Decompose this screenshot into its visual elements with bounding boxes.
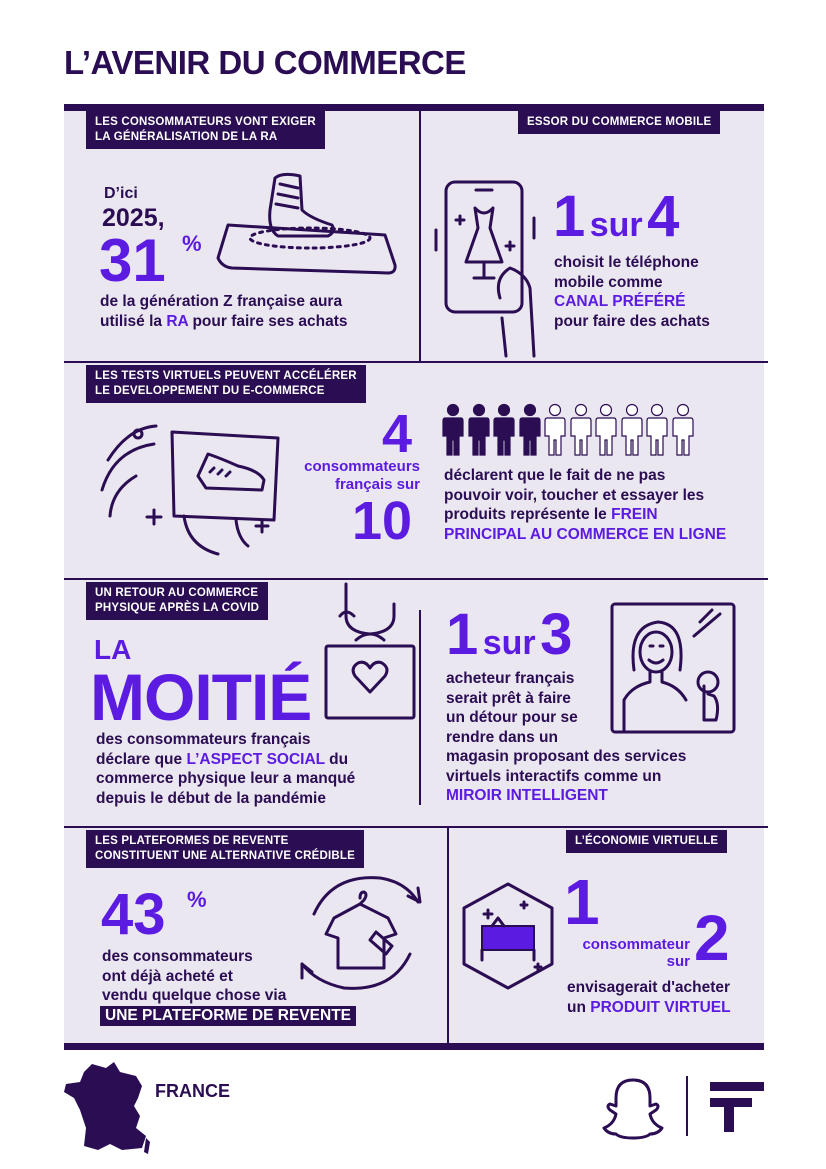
country-label: FRANCE: [155, 1081, 230, 1101]
section-tag-ra: [86, 111, 325, 149]
tag-line: CONSTITUENT UNE ALTERNATIVE CRÉDIBLE: [95, 850, 355, 862]
canal-prefere-highlight: CANAL PRÉFÉRÉ: [554, 293, 686, 310]
aspect-social-highlight: L’ASPECT SOCIAL: [186, 750, 325, 768]
stat-43: 43: [101, 882, 166, 947]
year-label: 2025,: [102, 204, 165, 232]
s7-mid-label: [560, 936, 690, 970]
s1-text: [100, 292, 348, 331]
section-tag-mobile: ESSOR DU COMMERCE MOBILE: [518, 111, 720, 134]
s2-line: pour faire des achats: [554, 312, 710, 330]
produit-virtuel-highlight: PRODUIT VIRTUEL: [590, 998, 731, 1016]
s5-line: un détour pour se: [446, 709, 578, 726]
mid-line: sur: [666, 953, 690, 970]
revente-highlight: UNE PLATEFORME DE REVENTE: [100, 1006, 356, 1026]
person-filled-icon: [519, 404, 541, 456]
dici-label: D’ici: [104, 185, 138, 202]
section-tag-virtual-tests: [86, 365, 366, 403]
s5-line: serait prêt à faire: [446, 689, 571, 707]
mid-line: français sur: [334, 476, 420, 493]
footer-divider: [686, 1076, 688, 1136]
snapchat-logo-icon: [602, 1076, 664, 1138]
miroir-intelligent-highlight: MIROIR INTELLIGENT: [446, 787, 608, 804]
person-empty-icon: [544, 404, 566, 456]
person-filled-icon: [468, 404, 490, 456]
person-filled-icon: [442, 404, 464, 456]
la-label: LA: [94, 634, 132, 665]
brand-logo-icon: [710, 1082, 766, 1132]
s4-line: des consommateurs français: [96, 731, 311, 748]
s4-line: depuis le début de la pandémie: [96, 789, 326, 807]
s1-text-part: utilisé la: [100, 312, 167, 330]
tag-line: PHYSIQUE APRÈS LA COVID: [95, 602, 260, 614]
person-empty-icon: [621, 404, 643, 456]
stat-4: 4: [382, 404, 413, 464]
s6-line: vendu quelque chose via: [102, 987, 287, 1004]
person-empty-icon: [672, 404, 694, 456]
vr-headset-shoe-icon: [98, 420, 288, 560]
person-filled-icon: [493, 404, 515, 456]
s4-text-part: du: [324, 750, 349, 768]
s1-text-part: pour faire ses achats: [188, 312, 348, 330]
person-empty-icon: [595, 404, 617, 456]
stat-31: 31: [99, 227, 166, 294]
s2-line: choisit le téléphone: [554, 254, 699, 271]
virtual-product-hexagon-icon: [458, 880, 558, 992]
stat-sur: sur: [589, 206, 643, 244]
s1-line: [100, 312, 348, 332]
stat-1-sur-3: [446, 602, 573, 667]
s3-line: [444, 505, 726, 525]
france-map-icon: [62, 1058, 152, 1158]
s5-line: rendre dans un: [446, 728, 558, 746]
s7-text-part: un: [567, 998, 591, 1016]
section-tag-resale: [86, 830, 364, 868]
s5-line: magasin proposant des services: [446, 748, 687, 765]
tag-line: LES CONSOMMATEURS VONT EXIGER: [95, 116, 316, 128]
s5-text: [446, 669, 686, 806]
stat-number: 3: [540, 602, 573, 667]
percent-sign: %: [182, 231, 202, 256]
s5-line: virtuels interactifs comme un: [446, 767, 662, 785]
s6-line: des consommateurs: [102, 948, 253, 965]
phone-dress-icon: [430, 178, 545, 358]
tag-line: UN RETOUR AU COMMERCE: [95, 587, 259, 599]
shopping-bag-heart-icon: [322, 580, 418, 720]
person-empty-icon: [646, 404, 668, 456]
mid-line: consommateur: [582, 936, 690, 953]
s1-line: de la génération Z française aura: [100, 293, 343, 310]
ra-highlight: RA: [166, 312, 189, 330]
s6-line: ont déjà acheté et: [102, 967, 233, 985]
tag-line: LA GÉNÉRALISATION DE LA RA: [95, 131, 278, 143]
stat-sur: sur: [482, 624, 536, 662]
s5-line: acheteur français: [446, 670, 575, 687]
divider: [64, 361, 768, 363]
tag-line: LES PLATEFORMES DE REVENTE: [95, 835, 289, 847]
percent-sign: %: [187, 887, 207, 912]
divider: [419, 111, 421, 361]
people-row: [442, 404, 702, 464]
stat-number: 4: [647, 184, 680, 249]
stat-1-sur-4: [553, 184, 680, 249]
mid-line: consommateurs: [304, 458, 420, 475]
person-empty-icon: [570, 404, 592, 456]
resale-cycle-tshirt-icon: [296, 868, 426, 998]
moitie-label: MOITIÉ: [90, 660, 312, 734]
s4-text-part: déclare que: [96, 750, 187, 768]
frein-highlight: FREIN: [611, 506, 658, 523]
tag-line: LES TESTS VIRTUELS PEUVENT ACCÉLÉRER: [95, 370, 357, 382]
s7-text: [567, 978, 731, 1017]
page-title: L’AVENIR DU COMMERCE: [64, 44, 466, 81]
stat-2: 2: [694, 902, 730, 974]
s3-text-part: produits représente le: [444, 506, 612, 523]
divider: [419, 610, 421, 805]
s3-line: pouvoir voir, toucher et essayer les: [444, 486, 705, 504]
stat-number: 1: [446, 602, 479, 667]
frein-highlight: PRINCIPAL AU COMMERCE EN LIGNE: [444, 525, 727, 543]
section-tag-covid: [86, 582, 268, 620]
s4-line: [96, 750, 355, 770]
section-tag-virtual-economy: L’ÉCONOMIE VIRTUELLE: [566, 830, 727, 853]
stat-1: 1: [564, 866, 600, 938]
stat-number: 1: [553, 184, 586, 249]
phone-shoe-ar-icon: [210, 170, 400, 285]
s4-line: commerce physique leur a manqué: [96, 770, 356, 787]
s2-line: mobile comme: [554, 273, 663, 291]
tag-line: LE DEVELOPPEMENT DU E-COMMERCE: [95, 385, 325, 397]
stat-10: 10: [352, 491, 413, 551]
divider: [64, 826, 768, 828]
s6-text: [102, 947, 286, 1006]
s3-text: [444, 466, 726, 544]
s4-text: [96, 730, 355, 808]
s7-line: [567, 998, 731, 1018]
s7-line: envisagerait d'acheter: [567, 979, 731, 996]
s3-mid-label: [270, 458, 420, 494]
s2-text: [554, 253, 710, 331]
divider: [447, 826, 449, 1043]
s3-line: déclarent que le fait de ne pas: [444, 467, 666, 484]
